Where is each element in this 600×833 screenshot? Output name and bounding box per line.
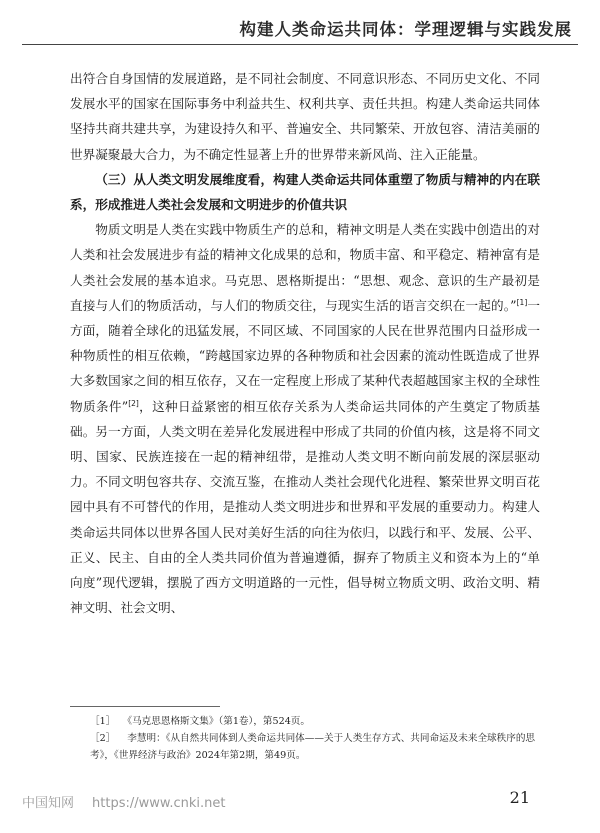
footnote-1-number: ［1］ [90,716,116,727]
footnote-divider [70,706,220,707]
page-number: 21 [509,788,530,807]
footnote-2-text: 李慧明：《从自然共同体到人类命运共同体——关于人类生存方式、共同命运及未来全球秩序的思考》，《世界经济与政治》2024年第2期，第49页。 [90,733,536,761]
header-divider [22,44,578,45]
footnotes [70,713,540,764]
footer-site-name: 中国知网 [22,796,75,811]
footnote-2-number: ［2］ [90,733,116,744]
footer-url[interactable]: https://www.cnki.net [92,796,226,811]
paragraph-1: 出符合自身国情的发展道路，是不同社会制度、不同意识形态、不同历史文化、不同发展水平的国家在国际事务中利益共生、权利共享、责任共担。构建人类命运共同体坚持共商共建共享，为建设持久和平、普遍安全、共同繁荣、开放包容、清洁美丽的世界凝聚最大合力，为不确定性显著上升的世界带来新风尚、注入正能量。 [70,71,540,162]
article-body [70,66,540,620]
paragraph-2 [70,217,540,620]
footnote-1-text: 《马克思恩格斯文集》（第1卷），第524页。 [127,716,310,727]
paragraph-2-text-a: 物质文明是人类在实践中物质生产的总和，精神文明是人类在实践中创造出的对人类和社会发展进步有益的精神文化成果的总和，物质丰富、和平稳定、精神富有是人类社会发展的基本追求。马克思、恩格斯提出：“思想、观念、意识的生产最初是直接与人们的物质活动，与人们的物质交往，与现实生活的语言交织在一起的。” [70,222,540,313]
running-header-title: 构建人类命运共同体：学理逻辑与实践发展 [239,20,572,39]
section-heading: （三）从人类文明发展维度看，构建人类命运共同体重塑了物质与精神的内在联系，形成推进人类社会发展和文明进步的价值共识 [70,171,540,213]
footer-watermark [22,792,225,811]
citation-marker-2[interactable]: [2] [128,398,139,408]
paragraph-2-text-c: ，这种日益紧密的相互依存关系为人类命运共同体的产生奠定了物质基础。另一方面，人类文明在差异化发展进程中形成了共同的价值内核，这是将不同文明、国家、民族连接在一起的精神纽带，是推动人类文明不断向前发展的深层驱动力。不同文明包容共存、交流互鉴，在推动人类社会现代化进程、繁荣世界文明百花园中具有不可替代的作用，是推动人类文明进步和世界和平发展的重要动力。构建人类命运共同体以世界各国人民对美好生活的向往为依归，以践行和平、发展、公平、正义、民主、自由的全人类共同价值为普遍遵循，摒弃了物质主义和资本为上的“单向度”现代逻辑，摆脱了西方文明道路的一元性，倡导树立物质文明、政治文明、精神文明、社会文明、 [70,398,540,616]
footnote-2 [70,730,540,764]
footnote-1 [70,713,540,730]
paragraph-2-text-b: 一方面，随着全球化的迅猛发展，不同区域、不同国家的人民在世界范围内日益形成一种物质性的相互依赖，“跨越国家边界的各种物质和社会因素的流动性既造成了世界大多数国家之间的相互依存，又在一定程度上形成了某种代表超越国家主权的全球性物质条件” [70,297,541,414]
citation-marker-1[interactable]: [1] [516,297,528,307]
